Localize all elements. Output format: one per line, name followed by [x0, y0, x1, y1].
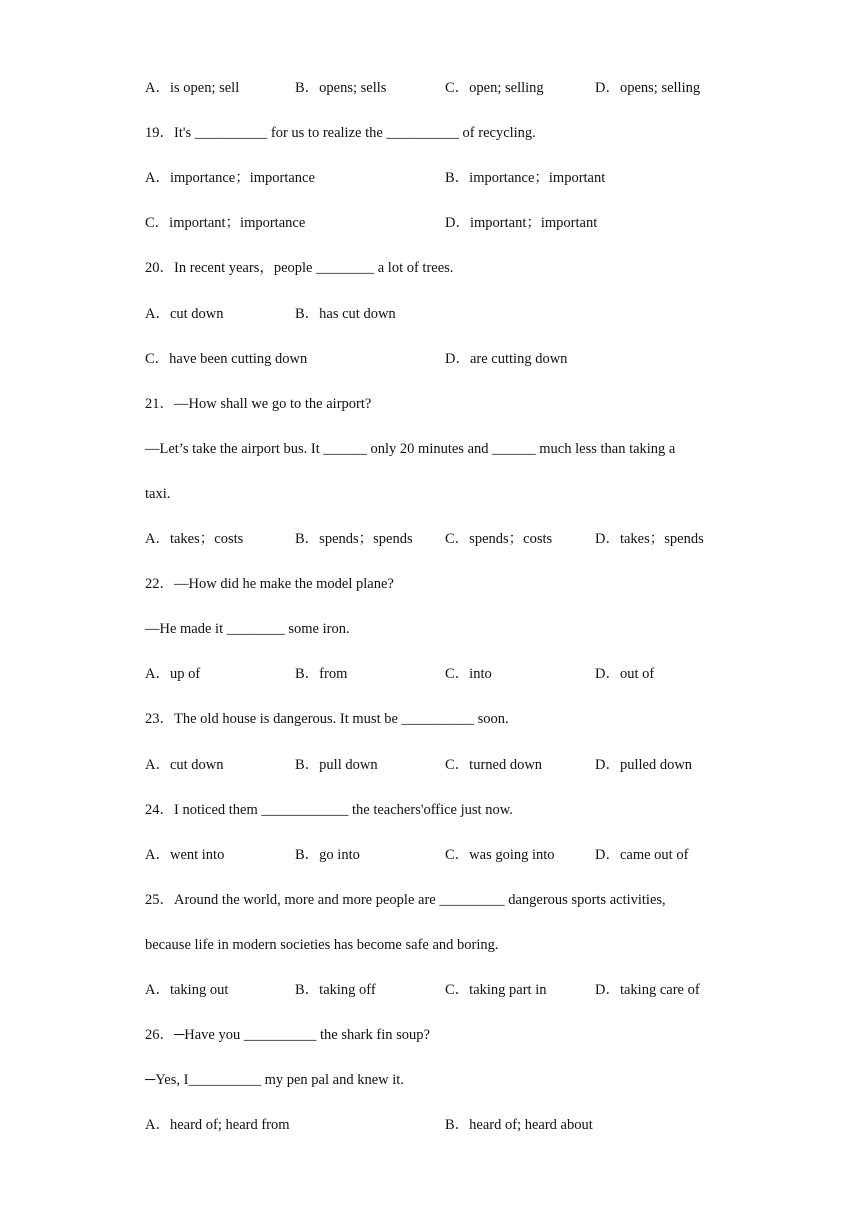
options-row	[145, 844, 820, 866]
option-a: A．taking out	[145, 982, 229, 998]
question-text: —Let’s take the airport bus. It ______ only 20 minutes and ______ much less than taking a	[145, 441, 676, 457]
options-row	[145, 303, 820, 325]
question-stem: 24．I noticed them ____________ the teachers'office just now.	[145, 802, 513, 818]
option-a: C．have been cutting down	[145, 351, 308, 367]
option-c: C．was going into	[445, 847, 555, 863]
question-stem: 21．—How shall we go to the airport?	[145, 396, 372, 412]
question-text: taxi.	[145, 486, 171, 502]
options-row	[145, 212, 820, 234]
option-d: D．pulled down	[595, 757, 693, 773]
option-a: A．cut down	[145, 757, 224, 773]
option-a: A．cut down	[145, 306, 224, 322]
options-row	[145, 167, 820, 189]
option-b: B．opens; sells	[295, 80, 387, 96]
option-d: D．takes；spends	[595, 531, 704, 547]
option-b: B．from	[295, 666, 348, 682]
question-stem: 22．—How did he make the model plane?	[145, 576, 394, 592]
question-stem: 23．The old house is dangerous. It must be __________ soon.	[145, 711, 509, 727]
options-row	[145, 754, 820, 776]
option-c: C．open; selling	[445, 80, 544, 96]
option-c: B．heard of; heard about	[445, 1117, 593, 1133]
option-d: D．opens; selling	[595, 80, 701, 96]
options-row	[145, 979, 820, 1001]
option-c: D．important；important	[445, 215, 598, 231]
options-row	[145, 1114, 820, 1136]
option-d: D．came out of	[595, 847, 689, 863]
option-b: B．pull down	[295, 757, 378, 773]
option-a: A．importance；importance	[145, 170, 315, 186]
question-stem: 19．It's __________ for us to realize the __________ of recycling.	[145, 125, 536, 141]
option-d: D．taking care of	[595, 982, 700, 998]
option-a: A．is open; sell	[145, 80, 240, 96]
option-c: C．turned down	[445, 757, 543, 773]
question-stem: 26．─Have you __________ the shark fin soup?	[145, 1027, 430, 1043]
option-c: C．into	[445, 666, 492, 682]
option-a: C．important；importance	[145, 215, 306, 231]
option-a: A．heard of; heard from	[145, 1117, 290, 1133]
option-c: C．spends；costs	[445, 531, 553, 547]
option-b: B．spends；spends	[295, 531, 413, 547]
options-row	[145, 528, 820, 550]
question-text: because life in modern societies has become safe and boring.	[145, 937, 499, 953]
option-c: C．taking part in	[445, 982, 547, 998]
question-stem: 25．Around the world, more and more people are _________ dangerous sports activities,	[145, 892, 666, 908]
question-stem: 20．In recent years，people ________ a lot of trees.	[145, 260, 454, 276]
options-row	[145, 348, 820, 370]
option-b: B．has cut down	[295, 306, 396, 322]
option-d: D．out of	[595, 666, 655, 682]
option-a: A．up of	[145, 666, 201, 682]
options-row	[145, 663, 820, 685]
option-c: D．are cutting down	[445, 351, 568, 367]
option-a: A．went into	[145, 847, 225, 863]
question-text: ─Yes, I__________ my pen pal and knew it.	[145, 1072, 404, 1088]
options-row	[145, 77, 820, 99]
option-b: B．go into	[295, 847, 360, 863]
option-a: A．takes；costs	[145, 531, 244, 547]
option-c: B．importance；important	[445, 170, 606, 186]
question-text: —He made it ________ some iron.	[145, 621, 350, 637]
option-b: B．taking off	[295, 982, 376, 998]
